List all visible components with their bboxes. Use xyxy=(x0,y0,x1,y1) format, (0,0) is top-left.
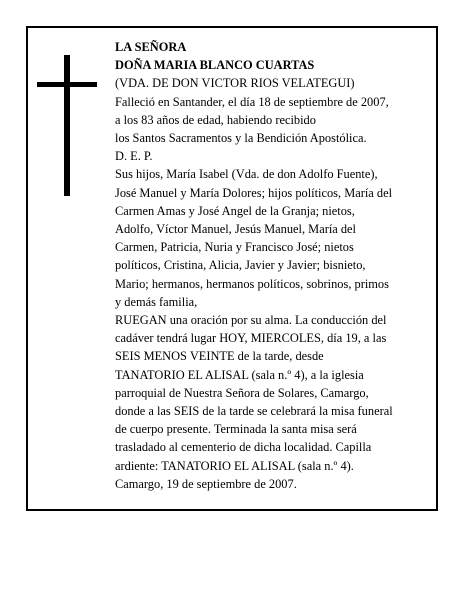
notice-line: trasladado al cementerio de dicha localidad. Capilla xyxy=(115,440,372,455)
notice-line: Carmen, Patricia, Nuria y Francisco José; nietos xyxy=(115,240,354,255)
notice-line: políticos, Cristina, Alicia, Javier y Javier; bisnieto, xyxy=(115,258,366,273)
cross-vertical-bar xyxy=(64,55,70,196)
notice-line: parroquial de Nuestra Señora de Solares, Camargo, xyxy=(115,385,369,400)
notice-line: RUEGAN una oración por su alma. La conducción del xyxy=(115,313,387,328)
notice-line: D. E. P. xyxy=(115,149,153,164)
notice-line: Adolfo, Víctor Manuel, Jesús Manuel, María del xyxy=(115,222,356,237)
notice-line: a los 83 años de edad, habiendo recibido xyxy=(115,112,316,127)
notice-line: y demás familia, xyxy=(115,294,198,309)
notice-line: SEIS MENOS VEINTE de la tarde, desde xyxy=(115,349,324,364)
notice-line: donde a las SEIS de la tarde se celebrará la misa funeral xyxy=(115,404,393,419)
notice-line: Mario; hermanos, hermanos políticos, sobrinos, primos xyxy=(115,276,389,291)
notice-title: LA SEÑORA xyxy=(115,40,187,54)
notice-line: ardiente: TANATORIO EL ALISAL (sala n.º 4). xyxy=(115,458,354,473)
notice-line: (VDA. DE DON VICTOR RIOS VELATEGUI) xyxy=(115,76,355,91)
deceased-name: DOÑA MARIA BLANCO CUARTAS xyxy=(115,58,315,73)
notice-text xyxy=(115,38,427,493)
notice-line: Falleció en Santander, el día 18 de septiembre de 2007, xyxy=(115,94,389,109)
notice-line: Carmen Amas y José Angel de la Granja; nietos, xyxy=(115,203,355,218)
notice-line: los Santos Sacramentos y la Bendición Apostólica. xyxy=(115,131,367,146)
cross-horizontal-bar xyxy=(37,82,97,87)
notice-line: cadáver tendrá lugar HOY, MIERCOLES, día 19, a las xyxy=(115,331,387,346)
notice-line: de cuerpo presente. Terminada la santa misa será xyxy=(115,422,357,437)
notice-line: José Manuel y María Dolores; hijos políticos, María del xyxy=(115,185,393,200)
notice-line: Sus hijos, María Isabel (Vda. de don Adolfo Fuente), xyxy=(115,167,378,182)
notice-line: Camargo, 19 de septiembre de 2007. xyxy=(115,476,297,491)
notice-line: TANATORIO EL ALISAL (sala n.º 4), a la iglesia xyxy=(115,367,364,382)
